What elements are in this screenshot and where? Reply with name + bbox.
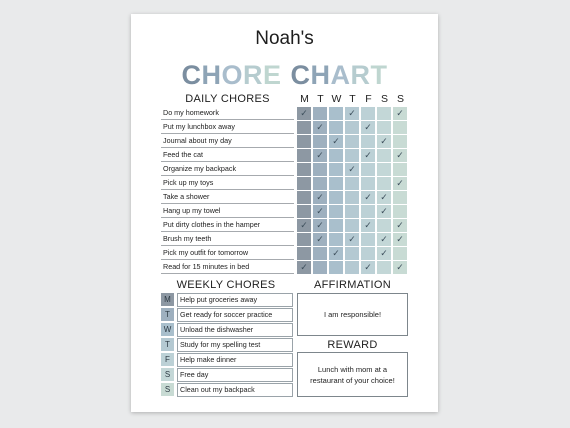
check-icon: ✓ (396, 262, 404, 272)
empty-cell[interactable] (297, 163, 311, 176)
check-icon: ✓ (316, 220, 324, 230)
title-letter: E (263, 60, 282, 90)
empty-cell[interactable] (329, 205, 343, 218)
title-letter: H (310, 60, 331, 90)
checked-cell[interactable] (361, 219, 375, 232)
title-letter: A (330, 60, 351, 90)
weekly-day-badge: T (161, 338, 174, 351)
weekly-chore-row (161, 293, 292, 306)
title-letter: C (181, 60, 202, 90)
empty-cell[interactable] (313, 107, 327, 120)
checked-cell[interactable] (377, 191, 391, 204)
weekly-day-badge: M (161, 293, 174, 306)
checked-cell[interactable] (393, 219, 407, 232)
reward-heading: REWARD (327, 339, 378, 351)
checked-cell[interactable] (361, 121, 375, 134)
daily-chore-item: Brush my teeth (161, 232, 294, 246)
weekly-chore-row (161, 338, 292, 351)
weekly-chore-row (161, 353, 292, 366)
empty-cell[interactable] (345, 247, 359, 260)
empty-cell[interactable] (345, 121, 359, 134)
checked-cell[interactable] (377, 135, 391, 148)
empty-cell[interactable] (377, 261, 391, 274)
weekly-chore-row (161, 308, 292, 321)
empty-cell[interactable] (329, 177, 343, 190)
weekly-day-badge: S (161, 383, 174, 396)
affirmation-heading: AFFIRMATION (313, 279, 392, 291)
empty-cell[interactable] (297, 191, 311, 204)
checked-cell[interactable] (377, 233, 391, 246)
empty-cell[interactable] (345, 149, 359, 162)
check-icon: ✓ (364, 150, 372, 160)
checked-cell[interactable] (313, 191, 327, 204)
weekly-day-badge: W (161, 323, 174, 336)
empty-cell[interactable] (345, 177, 359, 190)
daily-chore-item: Pick my outfit for tomorrow (161, 246, 294, 260)
checked-cell[interactable] (361, 149, 375, 162)
weekly-day-badge: T (161, 308, 174, 321)
empty-cell[interactable] (361, 205, 375, 218)
day-header: M (300, 93, 309, 105)
empty-cell[interactable] (329, 107, 343, 120)
check-icon: ✓ (332, 248, 340, 258)
check-icon: ✓ (300, 220, 308, 230)
empty-cell[interactable] (329, 261, 343, 274)
empty-cell[interactable] (393, 205, 407, 218)
title-letter: O (221, 60, 243, 90)
weekly-chores-heading: WEEKLY CHORES (176, 279, 276, 291)
daily-chore-item: Put my lunchbox away (161, 120, 294, 134)
check-icon: ✓ (380, 248, 388, 258)
checked-cell[interactable] (297, 219, 311, 232)
weekly-chore-task: Get ready for soccer practice (177, 308, 293, 322)
check-icon: ✓ (316, 234, 324, 244)
empty-cell[interactable] (345, 135, 359, 148)
check-icon: ✓ (364, 122, 372, 132)
checked-cell[interactable] (297, 261, 311, 274)
checked-cell[interactable] (393, 233, 407, 246)
weekly-chore-task: Clean out my backpack (177, 383, 293, 397)
empty-cell[interactable] (345, 205, 359, 218)
title-letter: C (290, 60, 311, 90)
check-icon: ✓ (348, 108, 356, 118)
empty-cell[interactable] (393, 135, 407, 148)
daily-chore-item: Journal about my day (161, 134, 294, 148)
weekly-chore-task: Help put groceries away (177, 293, 293, 307)
empty-cell[interactable] (361, 107, 375, 120)
empty-cell[interactable] (329, 149, 343, 162)
chore-chart-sheet (131, 14, 438, 412)
daily-chore-item: Do my homework (161, 106, 294, 120)
empty-cell[interactable] (313, 247, 327, 260)
checked-cell[interactable] (361, 191, 375, 204)
checked-cell[interactable] (393, 261, 407, 274)
check-icon: ✓ (380, 206, 388, 216)
daily-chore-item: Hang up my towel (161, 204, 294, 218)
title-letter: H (201, 60, 222, 90)
checked-cell[interactable] (377, 247, 391, 260)
day-header: F (365, 93, 372, 105)
title-letter: R (243, 60, 263, 90)
chart-title (131, 60, 438, 90)
affirmation-box: I am responsible! (297, 293, 408, 336)
empty-cell[interactable] (329, 121, 343, 134)
daily-chore-item: Read for 15 minutes in bed (161, 260, 294, 274)
empty-cell[interactable] (297, 205, 311, 218)
check-icon: ✓ (364, 192, 372, 202)
daily-chore-item: Feed the cat (161, 148, 294, 162)
day-header: S (396, 93, 404, 105)
daily-chore-item: Put dirty clothes in the hamper (161, 218, 294, 232)
checked-cell[interactable] (313, 219, 327, 232)
empty-cell[interactable] (345, 219, 359, 232)
empty-cell[interactable] (297, 121, 311, 134)
check-icon: ✓ (396, 178, 404, 188)
weekly-chore-task: Unload the dishwasher (177, 323, 293, 337)
empty-cell[interactable] (377, 163, 391, 176)
day-header: T (317, 93, 324, 105)
empty-cell[interactable] (393, 121, 407, 134)
check-icon: ✓ (396, 220, 404, 230)
checked-cell[interactable] (313, 149, 327, 162)
empty-cell[interactable] (393, 163, 407, 176)
check-icon: ✓ (300, 108, 308, 118)
empty-cell[interactable] (345, 191, 359, 204)
check-icon: ✓ (380, 136, 388, 146)
check-icon: ✓ (348, 234, 356, 244)
empty-cell[interactable] (377, 219, 391, 232)
checked-cell[interactable] (345, 163, 359, 176)
check-icon: ✓ (396, 108, 404, 118)
empty-cell[interactable] (313, 177, 327, 190)
empty-cell[interactable] (377, 177, 391, 190)
checked-cell[interactable] (393, 149, 407, 162)
empty-cell[interactable] (297, 149, 311, 162)
empty-cell[interactable] (297, 177, 311, 190)
checked-cell[interactable] (393, 107, 407, 120)
check-icon: ✓ (316, 150, 324, 160)
empty-cell[interactable] (329, 233, 343, 246)
empty-cell[interactable] (361, 233, 375, 246)
daily-chores-heading: DAILY CHORES (185, 93, 270, 105)
weekly-day-badge: F (161, 353, 174, 366)
empty-cell[interactable] (329, 163, 343, 176)
check-icon: ✓ (348, 164, 356, 174)
empty-cell[interactable] (297, 247, 311, 260)
check-icon: ✓ (380, 192, 388, 202)
weekly-chore-row (161, 368, 292, 381)
weekly-chore-task: Study for my spelling test (177, 338, 293, 352)
checked-cell[interactable] (313, 233, 327, 246)
day-header: W (331, 93, 342, 105)
check-icon: ✓ (396, 150, 404, 160)
empty-cell[interactable] (393, 247, 407, 260)
check-icon: ✓ (300, 262, 308, 272)
empty-cell[interactable] (377, 149, 391, 162)
weekly-chore-task: Free day (177, 368, 293, 382)
weekly-chore-task: Help make dinner (177, 353, 293, 367)
weekly-chore-row (161, 323, 292, 336)
title-letter: T (370, 60, 388, 90)
empty-cell[interactable] (329, 191, 343, 204)
day-header: S (380, 93, 388, 105)
checked-cell[interactable] (297, 107, 311, 120)
empty-cell[interactable] (297, 135, 311, 148)
daily-chore-item: Take a shower (161, 190, 294, 204)
check-icon: ✓ (332, 136, 340, 146)
empty-cell[interactable] (361, 163, 375, 176)
checked-cell[interactable] (313, 205, 327, 218)
day-header: T (349, 93, 356, 105)
checked-cell[interactable] (329, 247, 343, 260)
daily-chore-item: Organize my backpack (161, 162, 294, 176)
check-icon: ✓ (316, 192, 324, 202)
check-icon: ✓ (396, 234, 404, 244)
empty-cell[interactable] (361, 177, 375, 190)
checked-cell[interactable] (377, 205, 391, 218)
checked-cell[interactable] (329, 135, 343, 148)
daily-chore-item: Pick up my toys (161, 176, 294, 190)
empty-cell[interactable] (377, 107, 391, 120)
checked-cell[interactable] (313, 121, 327, 134)
title-letter: R (350, 60, 371, 90)
checked-cell[interactable] (393, 177, 407, 190)
title-letter (282, 60, 291, 90)
empty-cell[interactable] (361, 247, 375, 260)
empty-cell[interactable] (297, 233, 311, 246)
weekly-day-badge: S (161, 368, 174, 381)
checked-cell[interactable] (361, 261, 375, 274)
check-icon: ✓ (380, 234, 388, 244)
weekly-chore-row (161, 383, 292, 396)
checked-cell[interactable] (345, 233, 359, 246)
empty-cell[interactable] (377, 121, 391, 134)
check-icon: ✓ (364, 262, 372, 272)
empty-cell[interactable] (393, 191, 407, 204)
empty-cell[interactable] (329, 219, 343, 232)
check-icon: ✓ (364, 220, 372, 230)
empty-cell[interactable] (345, 261, 359, 274)
checked-cell[interactable] (345, 107, 359, 120)
empty-cell[interactable] (361, 135, 375, 148)
check-icon: ✓ (316, 122, 324, 132)
empty-cell[interactable] (313, 163, 327, 176)
empty-cell[interactable] (313, 135, 327, 148)
child-name: Noah's (255, 28, 314, 49)
check-icon: ✓ (316, 206, 324, 216)
reward-box: Lunch with mom at a restaurant of your choice! (297, 352, 408, 397)
empty-cell[interactable] (313, 261, 327, 274)
